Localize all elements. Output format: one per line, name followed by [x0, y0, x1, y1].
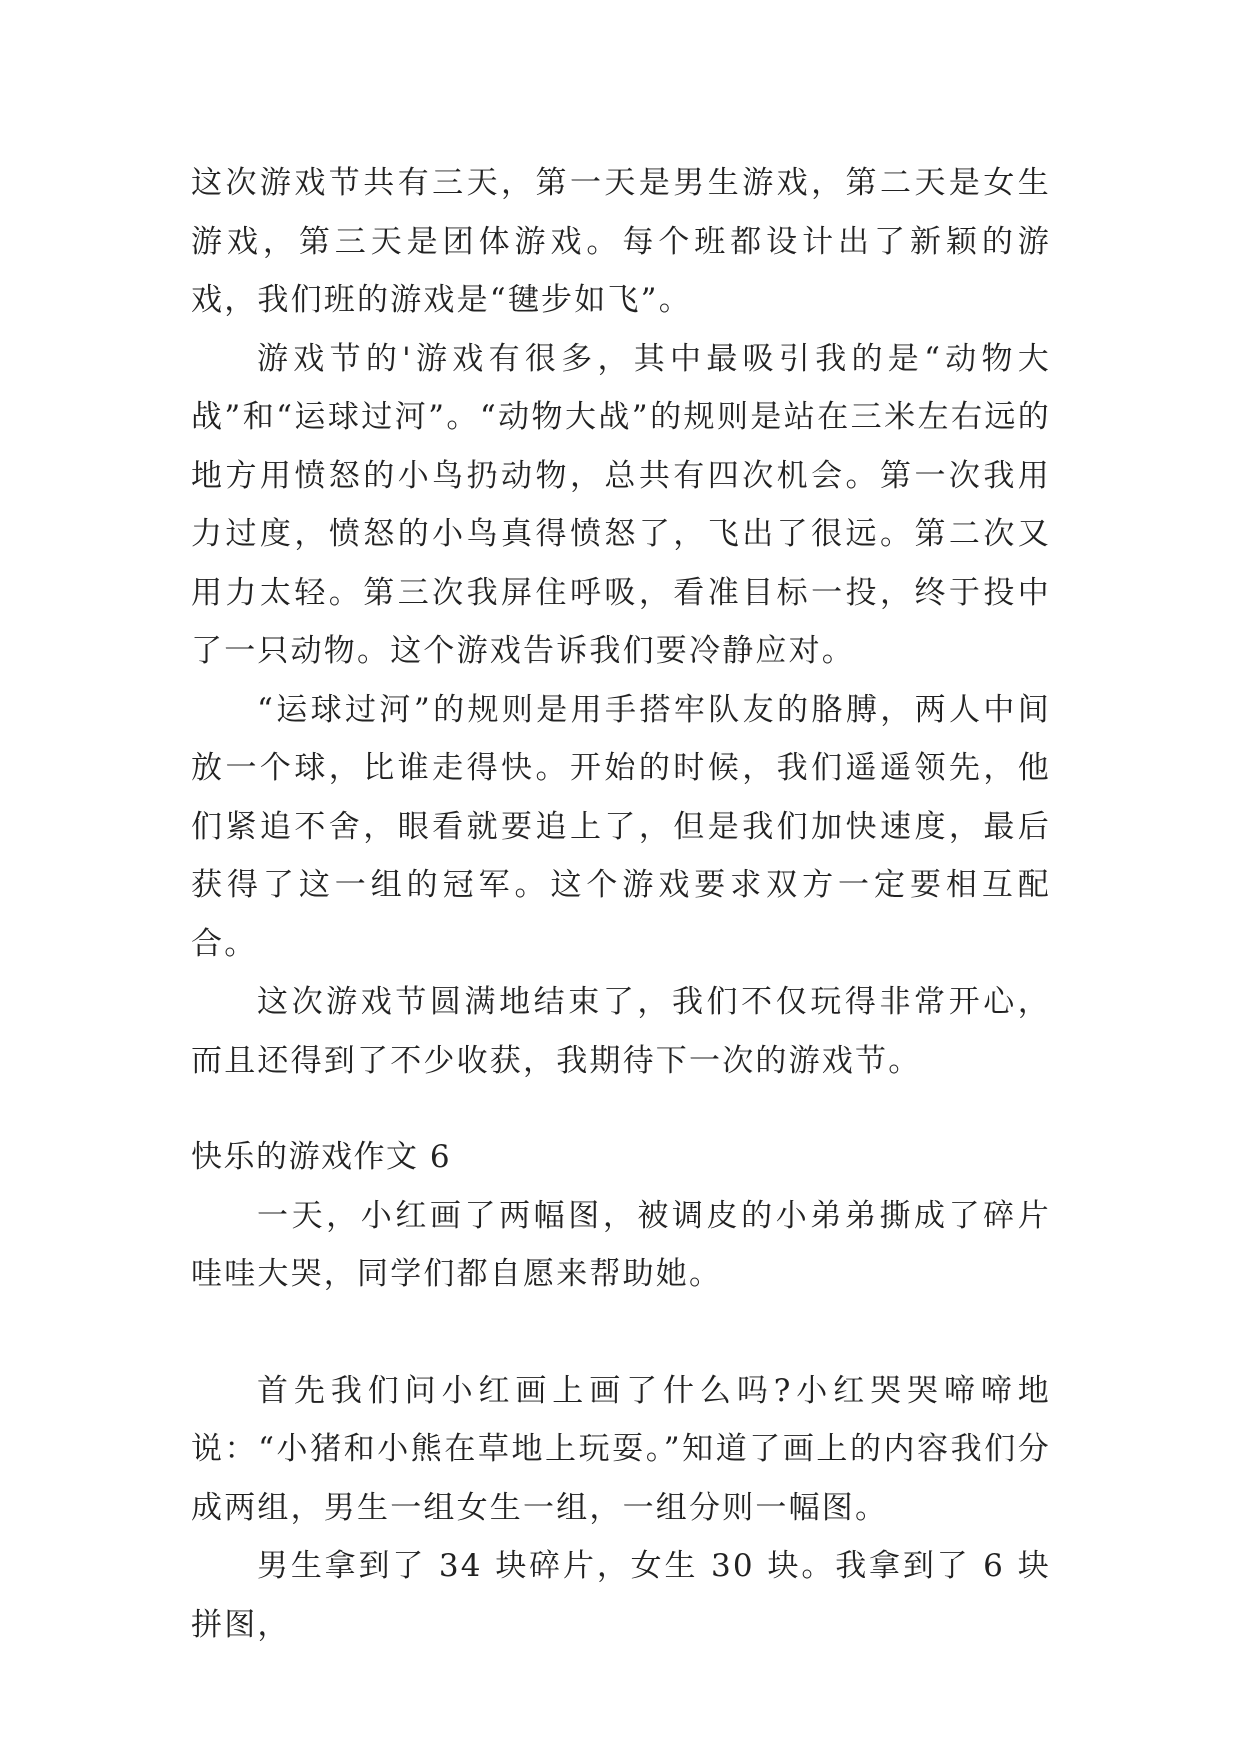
- paragraph-game-festival-intro: 这次游戏节共有三天，第一天是男生游戏，第二天是女生游戏，第三天是团体游戏。每个班都设计出了新颖的游戏，我们班的游戏是“毽步如飞”。: [191, 165, 1051, 318]
- document-body: [191, 154, 1051, 1654]
- paragraph-animal-battle: 游戏节的'游戏有很多，其中最吸引我的是“动物大战”和“运球过河”。“动物大战”的规则是站在三米左右远的地方用愤怒的小鸟扔动物，总共有四次机会。第一次我用力过度，愤怒的小鸟真得愤怒了，飞出了很远。第二次又用力太轻。第三次我屏住呼吸，看准目标一投，终于投中了一只动物。这个游戏告诉我们要冷静应对。: [191, 340, 1051, 669]
- paragraph-picture-content: 首先我们问小红画上画了什么吗?小红哭哭啼啼地说：“小猪和小熊在草地上玩耍。”知道了画上的内容我们分成两组，男生一组女生一组，一组分则一幅图。: [191, 1372, 1051, 1526]
- section-spacer: [191, 1090, 1051, 1128]
- paragraph-puzzle-pieces: 男生拿到了 34 块碎片，女生 30 块。我拿到了 6 块拼图，: [191, 1548, 1051, 1643]
- paragraph-spacer: [191, 1304, 1051, 1362]
- paragraph-ball-relay: “运球过河”的规则是用手搭牢队友的胳膊，两人中间放一个球，比谁走得快。开始的时候，我们遥遥领先，他们紧追不舍，眼看就要追上了，但是我们加快速度，最后获得了这一组的冠军。这个游戏要求双方一定要相互配合。: [191, 691, 1051, 962]
- paragraph-festival-conclusion: 这次游戏节圆满地结束了，我们不仅玩得非常开心，而且还得到了不少收获，我期待下一次的游戏节。: [191, 984, 1051, 1079]
- paragraph-torn-pictures: 一天，小红画了两幅图，被调皮的小弟弟撕成了碎片哇哇大哭，同学们都自愿来帮助她。: [191, 1197, 1051, 1292]
- section-title: 快乐的游戏作文 6: [191, 1139, 452, 1175]
